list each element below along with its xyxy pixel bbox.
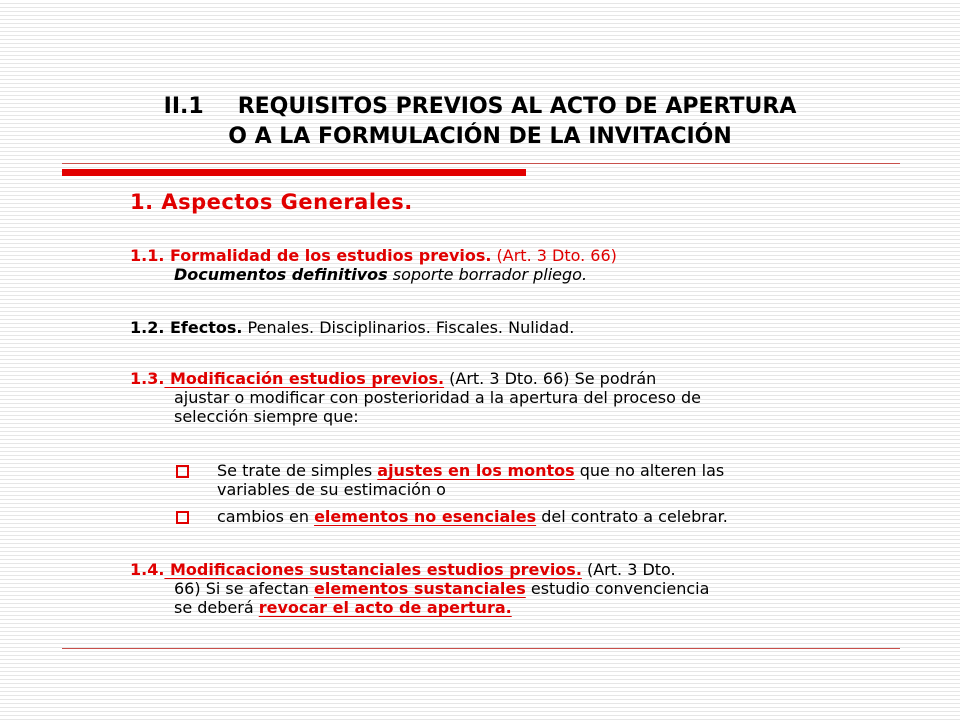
p3-ref: (Art. 3 Dto. 66) Se podrán	[444, 369, 657, 388]
p4-line-3	[130, 598, 900, 617]
bullet1-line-2: variables de su estimación o	[217, 480, 446, 499]
p4-ref: (Art. 3 Dto.	[581, 560, 676, 579]
p4-line-2	[130, 579, 900, 598]
bullet1-link[interactable]: ajustes en los montos	[377, 461, 575, 480]
p1-rest: soporte borrador pliego.	[387, 265, 588, 284]
bullet1-post: que no alteren las	[574, 461, 725, 480]
p4-line3-link[interactable]: revocar el acto de apertura.	[258, 598, 512, 617]
p4-line2-post: estudio convenciencia	[525, 579, 710, 598]
p1-ref: (Art. 3 Dto. 66)	[491, 246, 617, 265]
p4-label: 1.4.	[130, 560, 165, 579]
p1-emph: Documentos definitivos	[174, 265, 388, 284]
title-line-1	[60, 92, 900, 122]
title-line-1-text: REQUISITOS PREVIOS AL ACTO DE APERTURA	[237, 94, 797, 119]
p4-link[interactable]: Modificaciones sustanciales estudios previos.	[164, 560, 582, 579]
bullet1-pre: Se trate de simples	[217, 461, 378, 480]
p1-line-2	[130, 265, 900, 284]
p1-label: 1.1. Formalidad de los estudios previos.	[130, 246, 492, 265]
bullet2-link[interactable]: elementos no esenciales	[314, 507, 537, 526]
bullet-item-1	[217, 461, 907, 499]
p2-text: Penales. Disciplinarios. Fiscales. Nulidad.	[242, 318, 575, 337]
bullet-square-icon	[176, 511, 189, 524]
p4-line2-link[interactable]: elementos sustanciales	[314, 579, 526, 598]
bullet2-post: del contrato a celebrar.	[536, 507, 728, 526]
title-line-2: O A LA FORMULACIÓN DE LA INVITACIÓN	[228, 124, 732, 149]
p3-link[interactable]: Modificación estudios previos.	[164, 369, 445, 388]
paragraph-1-4	[130, 560, 900, 617]
footer-rule	[62, 648, 900, 649]
title-number: II.1	[163, 94, 204, 119]
bullet2-pre: cambios en	[217, 507, 315, 526]
bullet-item-2	[217, 507, 907, 526]
title-rule-thin	[62, 163, 900, 164]
paragraph-1-2	[130, 318, 900, 337]
section-subtitle: 1. Aspectos Generales.	[130, 190, 413, 214]
p3-line-3: selección siempre que:	[174, 407, 359, 426]
p4-line2-pre: 66) Si se afectan	[174, 579, 315, 598]
paragraph-1-3	[130, 369, 900, 426]
p2-label: 1.2. Efectos.	[130, 318, 243, 337]
paragraph-1-1	[130, 246, 900, 284]
p3-line-2: ajustar o modificar con posterioridad a la apertura del proceso de	[174, 388, 701, 407]
title-rule-accent	[62, 169, 526, 176]
bullet-square-icon	[176, 465, 189, 478]
p4-line3-pre: se deberá	[174, 598, 259, 617]
p3-label: 1.3.	[130, 369, 165, 388]
slide-title	[60, 92, 900, 152]
